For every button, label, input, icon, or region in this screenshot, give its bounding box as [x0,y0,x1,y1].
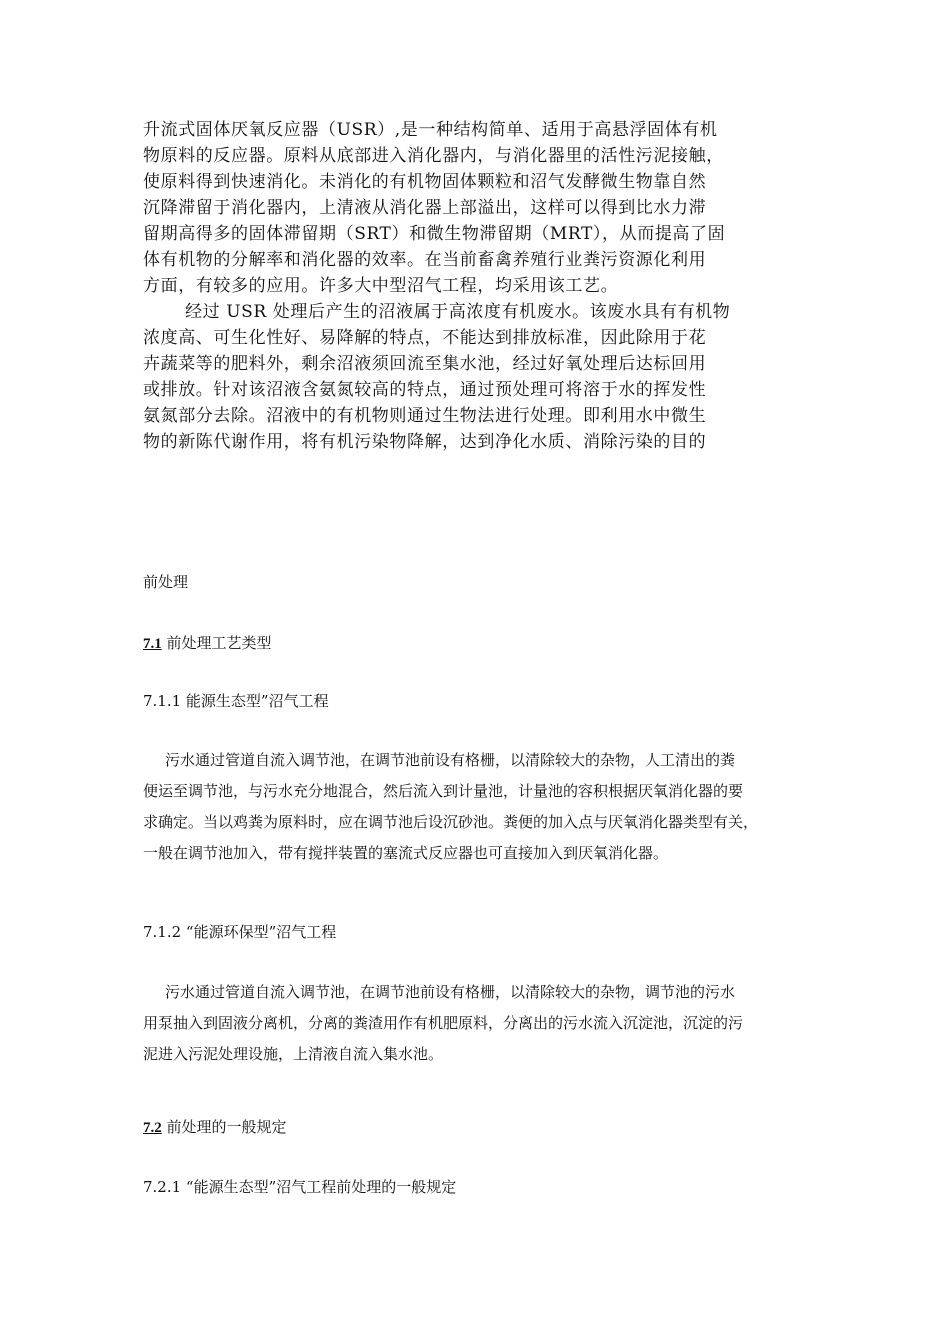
heading-number: 7.1 [143,636,162,652]
section-title: 前处理 [143,573,189,591]
paragraph-line: 求确定。当以鸡粪为原料时，应在调节池后设沉砂池。粪便的加入点与厌氧消化器类型有关， [143,813,759,831]
heading-text: 前处理的一般规定 [161,1118,287,1136]
heading-7-1-1: 7.1.1 能源生态型”沼气工程 [143,692,329,710]
heading-7-2 [143,1116,287,1137]
paragraph-line: 卉蔬菜等的肥料外，剩余沼液须回流至集水池，经过好氧处理后达标回用 [143,354,707,374]
paragraph-line: 留期高得多的固体滞留期（SRT）和微生物滞留期（MRT），从而提高了固 [143,224,726,244]
paragraph-line: 使原料得到快速消化。未消化的有机物固体颗粒和沼气发酵微生物靠自然 [143,172,707,192]
paragraph-7-1-2 [143,977,809,1070]
heading-number: 7.2 [143,1120,162,1136]
paragraph-line: 物的新陈代谢作用，将有机污染物降解，达到净化水质、消除污染的目的 [143,432,707,452]
effluent-paragraph [143,299,809,455]
paragraph-line: 泥进入污泥处理设施，上清液自流入集水池。 [143,1045,444,1063]
heading-7-2-1: 7.2.1 “能源生态型”沼气工程前处理的一般规定 [143,1178,457,1196]
paragraph-line: 一般在调节池加入，带有搅拌装置的塞流式反应器也可直接加入到厌氧消化器。 [143,844,669,862]
paragraph-line: 或排放。针对该沼液含氨氮较高的特点，通过预处理可将溶于水的挥发性 [143,380,707,400]
paragraph-line: 体有机物的分解率和消化器的效率。在当前畜禽养殖行业粪污资源化利用 [143,250,707,270]
paragraph-line: 物原料的反应器。原料从底部进入消化器内，与消化器里的活性污泥接触， [143,146,724,166]
heading-7-1-2: 7.1.2 “能源环保型”沼气工程 [143,923,337,941]
heading-text: 前处理工艺类型 [161,634,272,652]
usr-paragraph [143,117,809,299]
paragraph-line: 便运至调节池，与污水充分地混合，然后流入到计量池，计量池的容积根据厌氧消化器的要 [143,782,744,800]
paragraph-line: 方面，有较多的应用。许多大中型沼气工程，均采用该工艺。 [143,276,619,296]
paragraph-line: 氨氮部分去除。沼液中的有机物则通过生物法进行处理。即利用水中微生 [143,406,707,426]
paragraph-line: 用泵抽入到固液分离机，分离的粪渣用作有机肥原料，分离出的污水流入沉淀池，沉淀的污 [143,1014,744,1032]
paragraph-line: 经过 USR 处理后产生的沼液属于高浓度有机废水。该废水具有有机物 [185,302,731,322]
paragraph-line: 污水通过管道自流入调节池，在调节池前设有格栅，以清除较大的杂物，人工清出的粪 [165,751,736,769]
paragraph-line: 浓度高、可生化性好、易降解的特点，不能达到排放标准，因此除用于花 [143,328,707,348]
paragraph-7-1-1 [143,745,809,869]
paragraph-line: 沉降滞留于消化器内，上清液从消化器上部溢出，这样可以得到比水力滞 [143,198,707,218]
paragraph-line: 升流式固体厌氧反应器（USR）,是一种结构简单、适用于高悬浮固体有机 [143,120,718,140]
heading-7-1 [143,632,272,653]
paragraph-line: 污水通过管道自流入调节池，在调节池前设有格栅，以清除较大的杂物，调节池的污水 [165,983,736,1001]
